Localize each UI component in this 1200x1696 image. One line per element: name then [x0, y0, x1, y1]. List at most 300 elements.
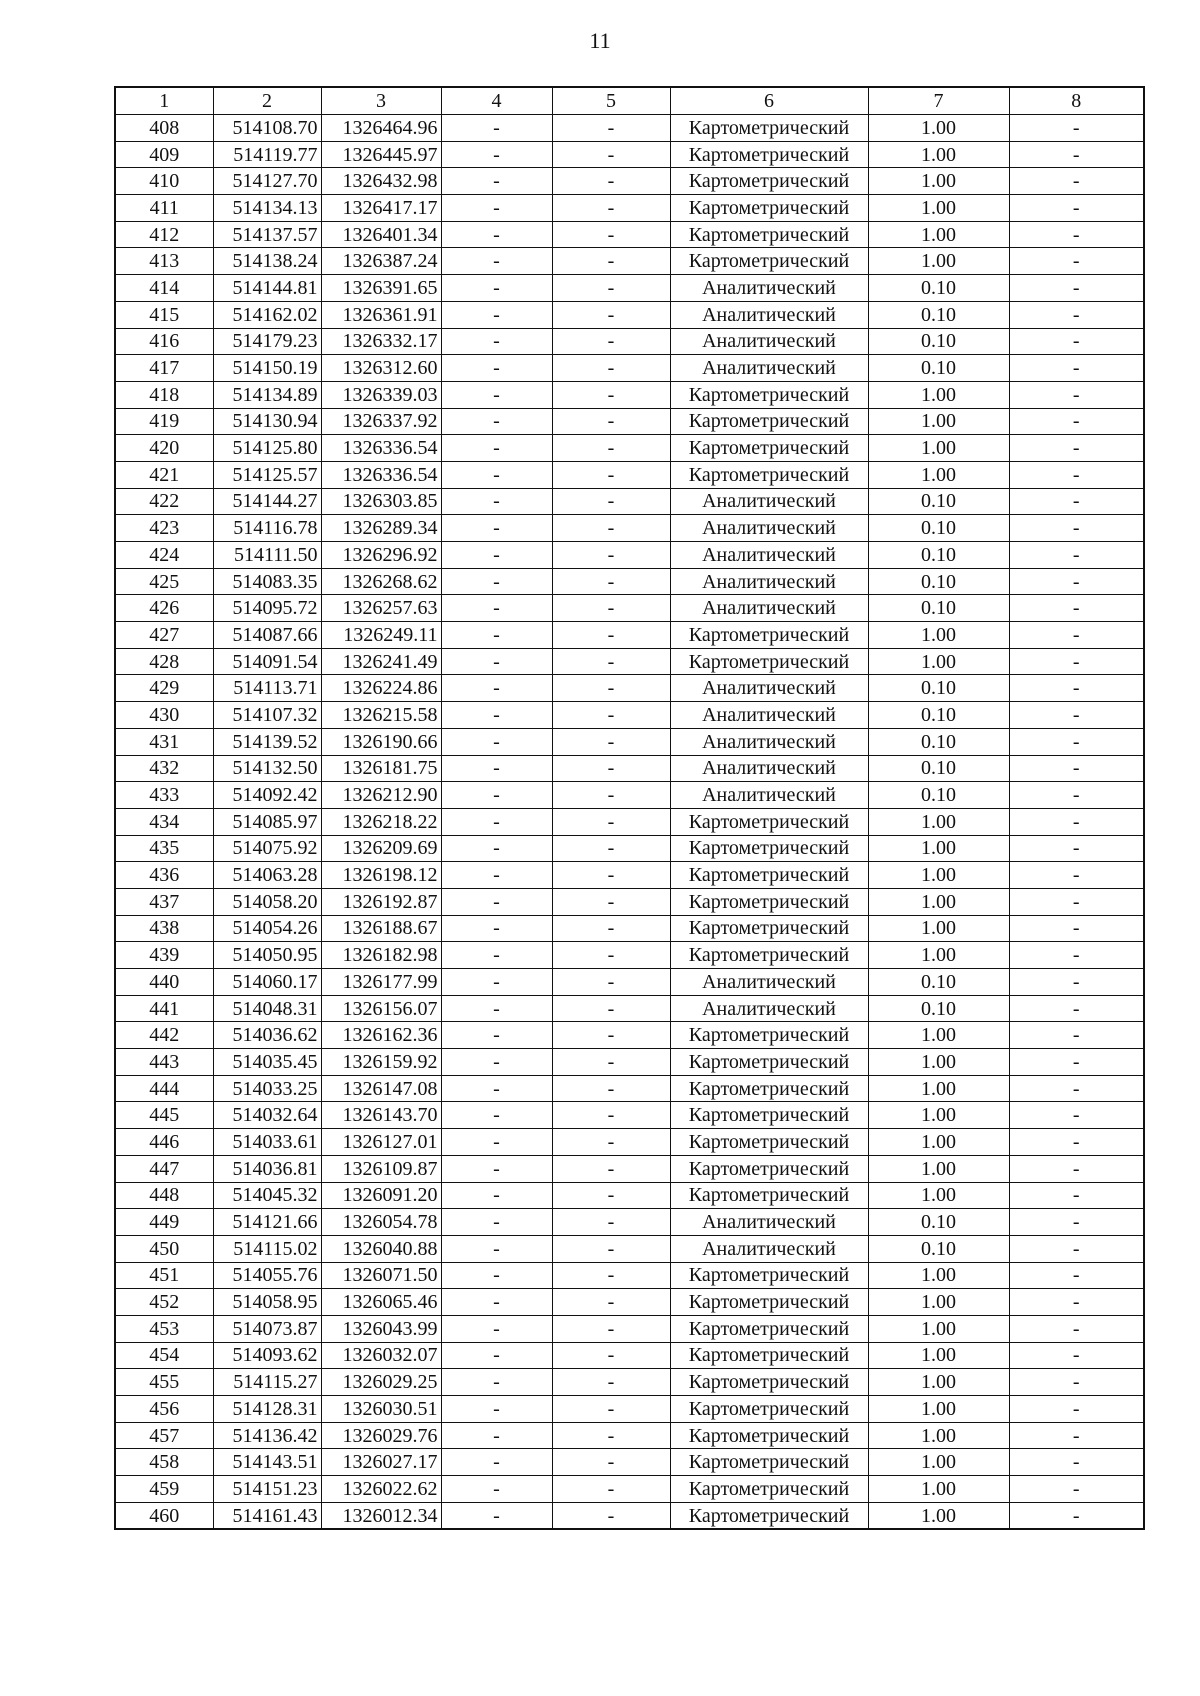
col8-cell: - [1009, 702, 1144, 729]
col8-cell: - [1009, 381, 1144, 408]
accuracy-cell: 1.00 [868, 1129, 1009, 1156]
col8-cell: - [1009, 435, 1144, 462]
col8-cell: - [1009, 808, 1144, 835]
x-coordinate-cell: 514144.27 [213, 488, 321, 515]
col4-cell: - [441, 808, 552, 835]
x-coordinate-cell: 514116.78 [213, 515, 321, 542]
col8-cell: - [1009, 515, 1144, 542]
point-number-cell: 449 [115, 1209, 213, 1236]
col5-cell: - [552, 1049, 670, 1076]
method-cell: Картометрический [670, 408, 868, 435]
x-coordinate-cell: 514150.19 [213, 355, 321, 382]
x-coordinate-cell: 514162.02 [213, 301, 321, 328]
point-number-cell: 452 [115, 1289, 213, 1316]
y-coordinate-cell: 1326198.12 [321, 862, 441, 889]
x-coordinate-cell: 514073.87 [213, 1315, 321, 1342]
method-cell: Аналитический [670, 568, 868, 595]
accuracy-cell: 0.10 [868, 328, 1009, 355]
y-coordinate-cell: 1326043.99 [321, 1315, 441, 1342]
column-header: 7 [868, 87, 1009, 115]
col4-cell: - [441, 969, 552, 996]
table-row [115, 969, 1144, 996]
col4-cell: - [441, 1262, 552, 1289]
table-row [115, 1182, 1144, 1209]
table-body [115, 115, 1144, 1530]
method-cell: Аналитический [670, 702, 868, 729]
point-number-cell: 457 [115, 1422, 213, 1449]
col8-cell: - [1009, 1502, 1144, 1529]
method-cell: Картометрический [670, 1129, 868, 1156]
col5-cell: - [552, 1315, 670, 1342]
table-row [115, 168, 1144, 195]
table-row [115, 942, 1144, 969]
y-coordinate-cell: 1326040.88 [321, 1235, 441, 1262]
col4-cell: - [441, 1449, 552, 1476]
accuracy-cell: 0.10 [868, 488, 1009, 515]
y-coordinate-cell: 1326339.03 [321, 381, 441, 408]
col4-cell: - [441, 488, 552, 515]
point-number-cell: 418 [115, 381, 213, 408]
col8-cell: - [1009, 141, 1144, 168]
method-cell: Картометрический [670, 461, 868, 488]
col4-cell: - [441, 515, 552, 542]
point-number-cell: 434 [115, 808, 213, 835]
col4-cell: - [441, 1182, 552, 1209]
y-coordinate-cell: 1326156.07 [321, 995, 441, 1022]
method-cell: Аналитический [670, 755, 868, 782]
accuracy-cell: 1.00 [868, 248, 1009, 275]
table-row [115, 381, 1144, 408]
accuracy-cell: 1.00 [868, 862, 1009, 889]
table-row [115, 622, 1144, 649]
col4-cell: - [441, 995, 552, 1022]
col4-cell: - [441, 275, 552, 302]
page-number: 11 [589, 28, 611, 53]
col5-cell: - [552, 248, 670, 275]
method-cell: Аналитический [670, 301, 868, 328]
method-cell: Аналитический [670, 782, 868, 809]
col5-cell: - [552, 328, 670, 355]
method-cell: Картометрический [670, 1289, 868, 1316]
y-coordinate-cell: 1326336.54 [321, 461, 441, 488]
table-row [115, 595, 1144, 622]
method-cell: Картометрический [670, 1315, 868, 1342]
x-coordinate-cell: 514085.97 [213, 808, 321, 835]
col5-cell: - [552, 1022, 670, 1049]
accuracy-cell: 1.00 [868, 835, 1009, 862]
table-row [115, 1289, 1144, 1316]
point-number-cell: 444 [115, 1075, 213, 1102]
accuracy-cell: 1.00 [868, 1369, 1009, 1396]
y-coordinate-cell: 1326241.49 [321, 648, 441, 675]
point-number-cell: 410 [115, 168, 213, 195]
col8-cell: - [1009, 115, 1144, 142]
method-cell: Картометрический [670, 1102, 868, 1129]
point-number-cell: 456 [115, 1396, 213, 1423]
col4-cell: - [441, 755, 552, 782]
col4-cell: - [441, 301, 552, 328]
x-coordinate-cell: 514054.26 [213, 915, 321, 942]
y-coordinate-cell: 1326312.60 [321, 355, 441, 382]
accuracy-cell: 1.00 [868, 915, 1009, 942]
table-row [115, 1022, 1144, 1049]
column-header: 3 [321, 87, 441, 115]
table-row [115, 728, 1144, 755]
accuracy-cell: 1.00 [868, 1262, 1009, 1289]
point-number-cell: 448 [115, 1182, 213, 1209]
coordinates-table [114, 86, 1145, 1530]
table-row [115, 1449, 1144, 1476]
point-number-cell: 435 [115, 835, 213, 862]
col8-cell: - [1009, 275, 1144, 302]
x-coordinate-cell: 514128.31 [213, 1396, 321, 1423]
table-row [115, 461, 1144, 488]
x-coordinate-cell: 514035.45 [213, 1049, 321, 1076]
accuracy-cell: 0.10 [868, 595, 1009, 622]
method-cell: Аналитический [670, 275, 868, 302]
accuracy-cell: 0.10 [868, 675, 1009, 702]
y-coordinate-cell: 1326332.17 [321, 328, 441, 355]
col8-cell: - [1009, 568, 1144, 595]
method-cell: Картометрический [670, 888, 868, 915]
x-coordinate-cell: 514050.95 [213, 942, 321, 969]
x-coordinate-cell: 514107.32 [213, 702, 321, 729]
y-coordinate-cell: 1326215.58 [321, 702, 441, 729]
y-coordinate-cell: 1326209.69 [321, 835, 441, 862]
table-row [115, 648, 1144, 675]
col8-cell: - [1009, 408, 1144, 435]
col4-cell: - [441, 942, 552, 969]
table-row [115, 675, 1144, 702]
method-cell: Аналитический [670, 995, 868, 1022]
table-row [115, 488, 1144, 515]
table-row [115, 195, 1144, 222]
accuracy-cell: 1.00 [868, 1396, 1009, 1423]
y-coordinate-cell: 1326289.34 [321, 515, 441, 542]
accuracy-cell: 0.10 [868, 755, 1009, 782]
x-coordinate-cell: 514045.32 [213, 1182, 321, 1209]
col8-cell: - [1009, 995, 1144, 1022]
method-cell: Аналитический [670, 488, 868, 515]
x-coordinate-cell: 514060.17 [213, 969, 321, 996]
x-coordinate-cell: 514125.57 [213, 461, 321, 488]
col8-cell: - [1009, 221, 1144, 248]
accuracy-cell: 1.00 [868, 115, 1009, 142]
col8-cell: - [1009, 488, 1144, 515]
x-coordinate-cell: 514134.89 [213, 381, 321, 408]
col4-cell: - [441, 1022, 552, 1049]
point-number-cell: 460 [115, 1502, 213, 1529]
col4-cell: - [441, 622, 552, 649]
y-coordinate-cell: 1326432.98 [321, 168, 441, 195]
y-coordinate-cell: 1326127.01 [321, 1129, 441, 1156]
point-number-cell: 411 [115, 195, 213, 222]
table-row [115, 328, 1144, 355]
x-coordinate-cell: 514095.72 [213, 595, 321, 622]
col5-cell: - [552, 728, 670, 755]
x-coordinate-cell: 514048.31 [213, 995, 321, 1022]
col8-cell: - [1009, 595, 1144, 622]
method-cell: Картометрический [670, 1449, 868, 1476]
col4-cell: - [441, 1075, 552, 1102]
col8-cell: - [1009, 622, 1144, 649]
accuracy-cell: 0.10 [868, 1209, 1009, 1236]
accuracy-cell: 1.00 [868, 461, 1009, 488]
x-coordinate-cell: 514144.81 [213, 275, 321, 302]
y-coordinate-cell: 1326091.20 [321, 1182, 441, 1209]
col5-cell: - [552, 1289, 670, 1316]
col5-cell: - [552, 622, 670, 649]
col8-cell: - [1009, 888, 1144, 915]
y-coordinate-cell: 1326445.97 [321, 141, 441, 168]
y-coordinate-cell: 1326188.67 [321, 915, 441, 942]
method-cell: Аналитический [670, 1235, 868, 1262]
col8-cell: - [1009, 835, 1144, 862]
point-number-cell: 437 [115, 888, 213, 915]
x-coordinate-cell: 514058.95 [213, 1289, 321, 1316]
method-cell: Картометрический [670, 1182, 868, 1209]
table-row [115, 702, 1144, 729]
col8-cell: - [1009, 675, 1144, 702]
method-cell: Аналитический [670, 675, 868, 702]
point-number-cell: 436 [115, 862, 213, 889]
accuracy-cell: 1.00 [868, 221, 1009, 248]
method-cell: Картометрический [670, 1075, 868, 1102]
table-row [115, 1476, 1144, 1503]
x-coordinate-cell: 514113.71 [213, 675, 321, 702]
table-row [115, 275, 1144, 302]
col8-cell: - [1009, 1396, 1144, 1423]
y-coordinate-cell: 1326218.22 [321, 808, 441, 835]
y-coordinate-cell: 1326190.66 [321, 728, 441, 755]
x-coordinate-cell: 514036.62 [213, 1022, 321, 1049]
accuracy-cell: 0.10 [868, 301, 1009, 328]
point-number-cell: 415 [115, 301, 213, 328]
x-coordinate-cell: 514139.52 [213, 728, 321, 755]
point-number-cell: 420 [115, 435, 213, 462]
x-coordinate-cell: 514179.23 [213, 328, 321, 355]
method-cell: Аналитический [670, 728, 868, 755]
method-cell: Картометрический [670, 622, 868, 649]
col5-cell: - [552, 275, 670, 302]
col5-cell: - [552, 488, 670, 515]
col4-cell: - [441, 195, 552, 222]
y-coordinate-cell: 1326361.91 [321, 301, 441, 328]
col5-cell: - [552, 141, 670, 168]
col5-cell: - [552, 1209, 670, 1236]
x-coordinate-cell: 514130.94 [213, 408, 321, 435]
col5-cell: - [552, 835, 670, 862]
col5-cell: - [552, 1102, 670, 1129]
table-row [115, 355, 1144, 382]
table-row [115, 915, 1144, 942]
accuracy-cell: 1.00 [868, 1182, 1009, 1209]
col8-cell: - [1009, 1155, 1144, 1182]
method-cell: Картометрический [670, 862, 868, 889]
accuracy-cell: 1.00 [868, 1075, 1009, 1102]
col8-cell: - [1009, 969, 1144, 996]
method-cell: Аналитический [670, 328, 868, 355]
x-coordinate-cell: 514119.77 [213, 141, 321, 168]
point-number-cell: 427 [115, 622, 213, 649]
method-cell: Картометрический [670, 835, 868, 862]
col8-cell: - [1009, 1289, 1144, 1316]
method-cell: Картометрический [670, 248, 868, 275]
col4-cell: - [441, 728, 552, 755]
col4-cell: - [441, 782, 552, 809]
method-cell: Картометрический [670, 381, 868, 408]
col5-cell: - [552, 1235, 670, 1262]
col8-cell: - [1009, 728, 1144, 755]
accuracy-cell: 1.00 [868, 808, 1009, 835]
point-number-cell: 446 [115, 1129, 213, 1156]
method-cell: Аналитический [670, 1209, 868, 1236]
x-coordinate-cell: 514075.92 [213, 835, 321, 862]
point-number-cell: 419 [115, 408, 213, 435]
accuracy-cell: 0.10 [868, 542, 1009, 569]
method-cell: Картометрический [670, 1022, 868, 1049]
col4-cell: - [441, 115, 552, 142]
table-row [115, 1502, 1144, 1529]
table-row [115, 115, 1144, 142]
col8-cell: - [1009, 168, 1144, 195]
col5-cell: - [552, 515, 670, 542]
col5-cell: - [552, 942, 670, 969]
y-coordinate-cell: 1326147.08 [321, 1075, 441, 1102]
method-cell: Картометрический [670, 1155, 868, 1182]
x-coordinate-cell: 514138.24 [213, 248, 321, 275]
col5-cell: - [552, 1422, 670, 1449]
col5-cell: - [552, 648, 670, 675]
table-row [115, 301, 1144, 328]
col4-cell: - [441, 915, 552, 942]
accuracy-cell: 1.00 [868, 888, 1009, 915]
point-number-cell: 440 [115, 969, 213, 996]
x-coordinate-cell: 514115.02 [213, 1235, 321, 1262]
method-cell: Картометрический [670, 141, 868, 168]
col4-cell: - [441, 1369, 552, 1396]
accuracy-cell: 1.00 [868, 1422, 1009, 1449]
col4-cell: - [441, 595, 552, 622]
x-coordinate-cell: 514058.20 [213, 888, 321, 915]
col4-cell: - [441, 1502, 552, 1529]
col8-cell: - [1009, 1075, 1144, 1102]
table-row [115, 1235, 1144, 1262]
accuracy-cell: 1.00 [868, 1502, 1009, 1529]
y-coordinate-cell: 1326022.62 [321, 1476, 441, 1503]
col5-cell: - [552, 595, 670, 622]
table-row [115, 862, 1144, 889]
col5-cell: - [552, 1449, 670, 1476]
y-coordinate-cell: 1326336.54 [321, 435, 441, 462]
y-coordinate-cell: 1326401.34 [321, 221, 441, 248]
col4-cell: - [441, 888, 552, 915]
point-number-cell: 441 [115, 995, 213, 1022]
col8-cell: - [1009, 1209, 1144, 1236]
col5-cell: - [552, 115, 670, 142]
y-coordinate-cell: 1326030.51 [321, 1396, 441, 1423]
col4-cell: - [441, 542, 552, 569]
col4-cell: - [441, 1129, 552, 1156]
point-number-cell: 409 [115, 141, 213, 168]
col4-cell: - [441, 408, 552, 435]
point-number-cell: 428 [115, 648, 213, 675]
x-coordinate-cell: 514063.28 [213, 862, 321, 889]
col5-cell: - [552, 1502, 670, 1529]
col4-cell: - [441, 1049, 552, 1076]
table-row [115, 808, 1144, 835]
table-row [115, 782, 1144, 809]
accuracy-cell: 0.10 [868, 782, 1009, 809]
col5-cell: - [552, 755, 670, 782]
y-coordinate-cell: 1326464.96 [321, 115, 441, 142]
point-number-cell: 417 [115, 355, 213, 382]
y-coordinate-cell: 1326012.34 [321, 1502, 441, 1529]
point-number-cell: 421 [115, 461, 213, 488]
method-cell: Аналитический [670, 595, 868, 622]
y-coordinate-cell: 1326417.17 [321, 195, 441, 222]
x-coordinate-cell: 514137.57 [213, 221, 321, 248]
table-row [115, 1342, 1144, 1369]
col8-cell: - [1009, 1049, 1144, 1076]
col8-cell: - [1009, 1235, 1144, 1262]
point-number-cell: 413 [115, 248, 213, 275]
accuracy-cell: 0.10 [868, 995, 1009, 1022]
point-number-cell: 453 [115, 1315, 213, 1342]
method-cell: Картометрический [670, 808, 868, 835]
accuracy-cell: 1.00 [868, 1049, 1009, 1076]
table-row [115, 1369, 1144, 1396]
table-row [115, 141, 1144, 168]
point-number-cell: 414 [115, 275, 213, 302]
accuracy-cell: 1.00 [868, 1342, 1009, 1369]
table-row [115, 1075, 1144, 1102]
col4-cell: - [441, 1476, 552, 1503]
col8-cell: - [1009, 862, 1144, 889]
method-cell: Аналитический [670, 515, 868, 542]
x-coordinate-cell: 514036.81 [213, 1155, 321, 1182]
col4-cell: - [441, 461, 552, 488]
y-coordinate-cell: 1326071.50 [321, 1262, 441, 1289]
x-coordinate-cell: 514032.64 [213, 1102, 321, 1129]
col8-cell: - [1009, 1102, 1144, 1129]
column-header: 6 [670, 87, 868, 115]
y-coordinate-cell: 1326212.90 [321, 782, 441, 809]
x-coordinate-cell: 514083.35 [213, 568, 321, 595]
col4-cell: - [441, 1289, 552, 1316]
col5-cell: - [552, 542, 670, 569]
table-row [115, 995, 1144, 1022]
point-number-cell: 424 [115, 542, 213, 569]
x-coordinate-cell: 514092.42 [213, 782, 321, 809]
col4-cell: - [441, 328, 552, 355]
col5-cell: - [552, 1155, 670, 1182]
col8-cell: - [1009, 461, 1144, 488]
accuracy-cell: 0.10 [868, 702, 1009, 729]
col8-cell: - [1009, 1022, 1144, 1049]
method-cell: Аналитический [670, 969, 868, 996]
col4-cell: - [441, 435, 552, 462]
table-header-row [115, 87, 1144, 115]
col4-cell: - [441, 1209, 552, 1236]
point-number-cell: 430 [115, 702, 213, 729]
col8-cell: - [1009, 1449, 1144, 1476]
col5-cell: - [552, 461, 670, 488]
x-coordinate-cell: 514111.50 [213, 542, 321, 569]
col5-cell: - [552, 888, 670, 915]
x-coordinate-cell: 514033.61 [213, 1129, 321, 1156]
col5-cell: - [552, 355, 670, 382]
